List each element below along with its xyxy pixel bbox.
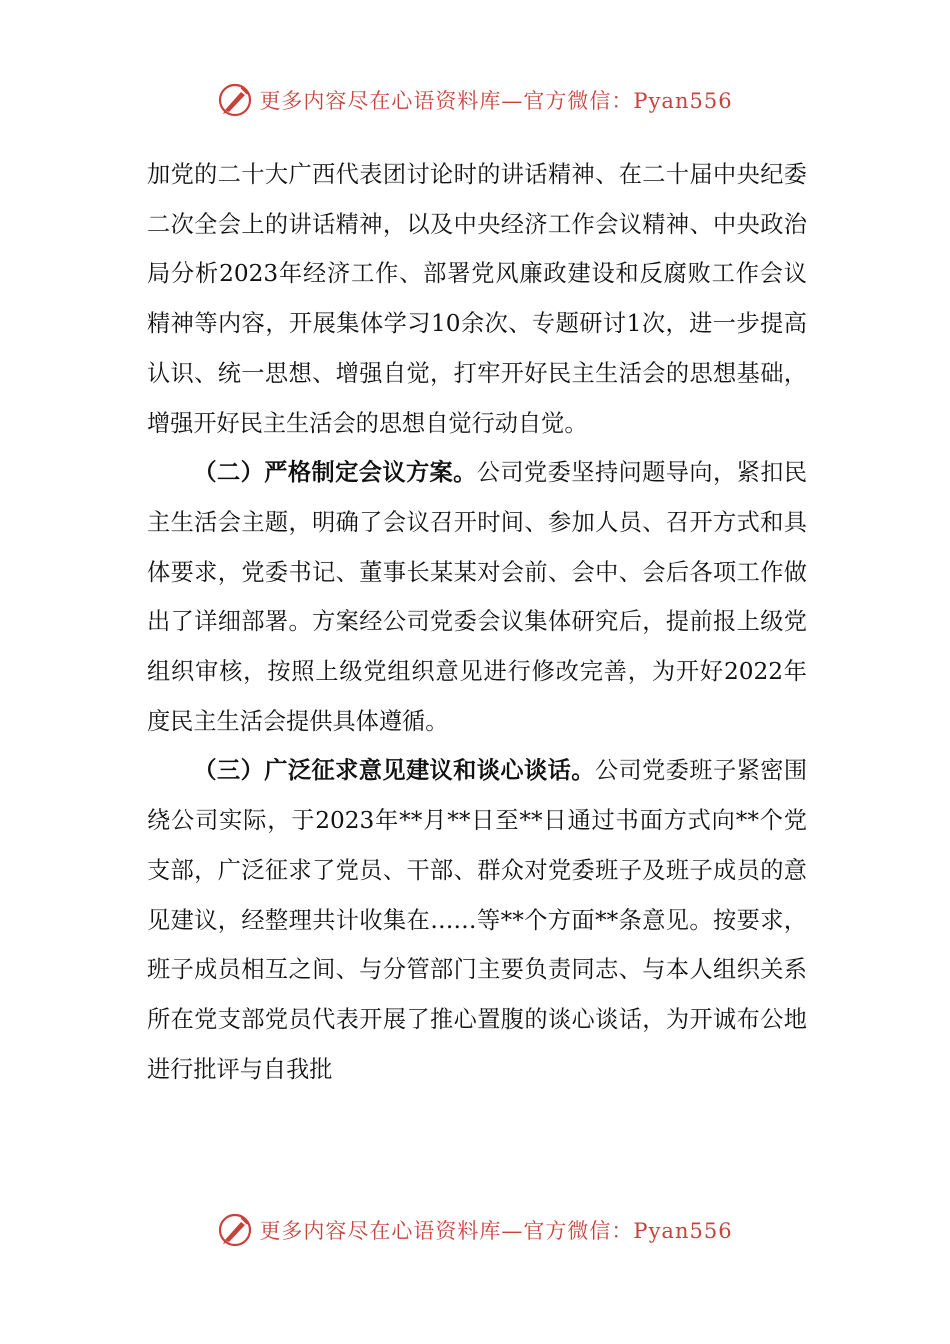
paragraph-2-heading: （二）严格制定会议方案。 <box>193 459 477 487</box>
paragraph-2 <box>147 448 807 746</box>
footer-watermark-banner <box>0 1208 950 1252</box>
banner-text: 更多内容尽在心语资料库—官方微信：Pyan556 <box>259 89 733 113</box>
pen-logo-icon <box>217 1212 253 1248</box>
paragraph-3 <box>147 746 807 1094</box>
paragraph-1-body: 加党的二十大广西代表团讨论时的讲话精神、在二十届中央纪委二次全会上的讲话精神，以及中央经济工作会议精神、中央政治局分析2023年经济工作、部署党风廉政建设和反腐败工作会议精神等内容，开展集体学习10余次、专题研讨1次，进一步提高认识、统一思想、增强自觉，打牢开好民主生活会的思想基础，增强开好民主生活会的思想自觉行动自觉。 <box>147 161 807 437</box>
paragraph-3-heading: （三）广泛征求意见建议和谈心谈话。 <box>193 757 595 785</box>
header-watermark-banner <box>0 78 950 122</box>
pen-logo-icon <box>217 82 253 118</box>
paragraph-2-body: 公司党委坚持问题导向，紧扣民主生活会主题，明确了会议召开时间、参加人员、召开方式和具体要求，党委书记、董事长某某对会前、会中、会后各项工作做出了详细部署。方案经公司党委会议集体研究后，提前报上级党组织审核，按照上级党组织意见进行修改完善，为开好2022年度民主生活会提供具体遵循。 <box>147 459 808 735</box>
paragraph-3-body: 公司党委班子紧密围绕公司实际，于2023年**月**日至**日通过书面方式向**个党支部，广泛征求了党员、干部、群众对党委班子及班子成员的意见建议，经整理共计收集在……等**个方面**条意见。按要求，班子成员相互之间、与分管部门主要负责同志、与本人组织关系所在党支部党员代表开展了推心置腹的谈心谈话，为开诚布公地进行批评与自我批 <box>147 757 808 1083</box>
banner-text: 更多内容尽在心语资料库—官方微信：Pyan556 <box>259 1219 733 1243</box>
paragraph-1 <box>147 150 807 448</box>
document-body <box>147 150 807 1094</box>
